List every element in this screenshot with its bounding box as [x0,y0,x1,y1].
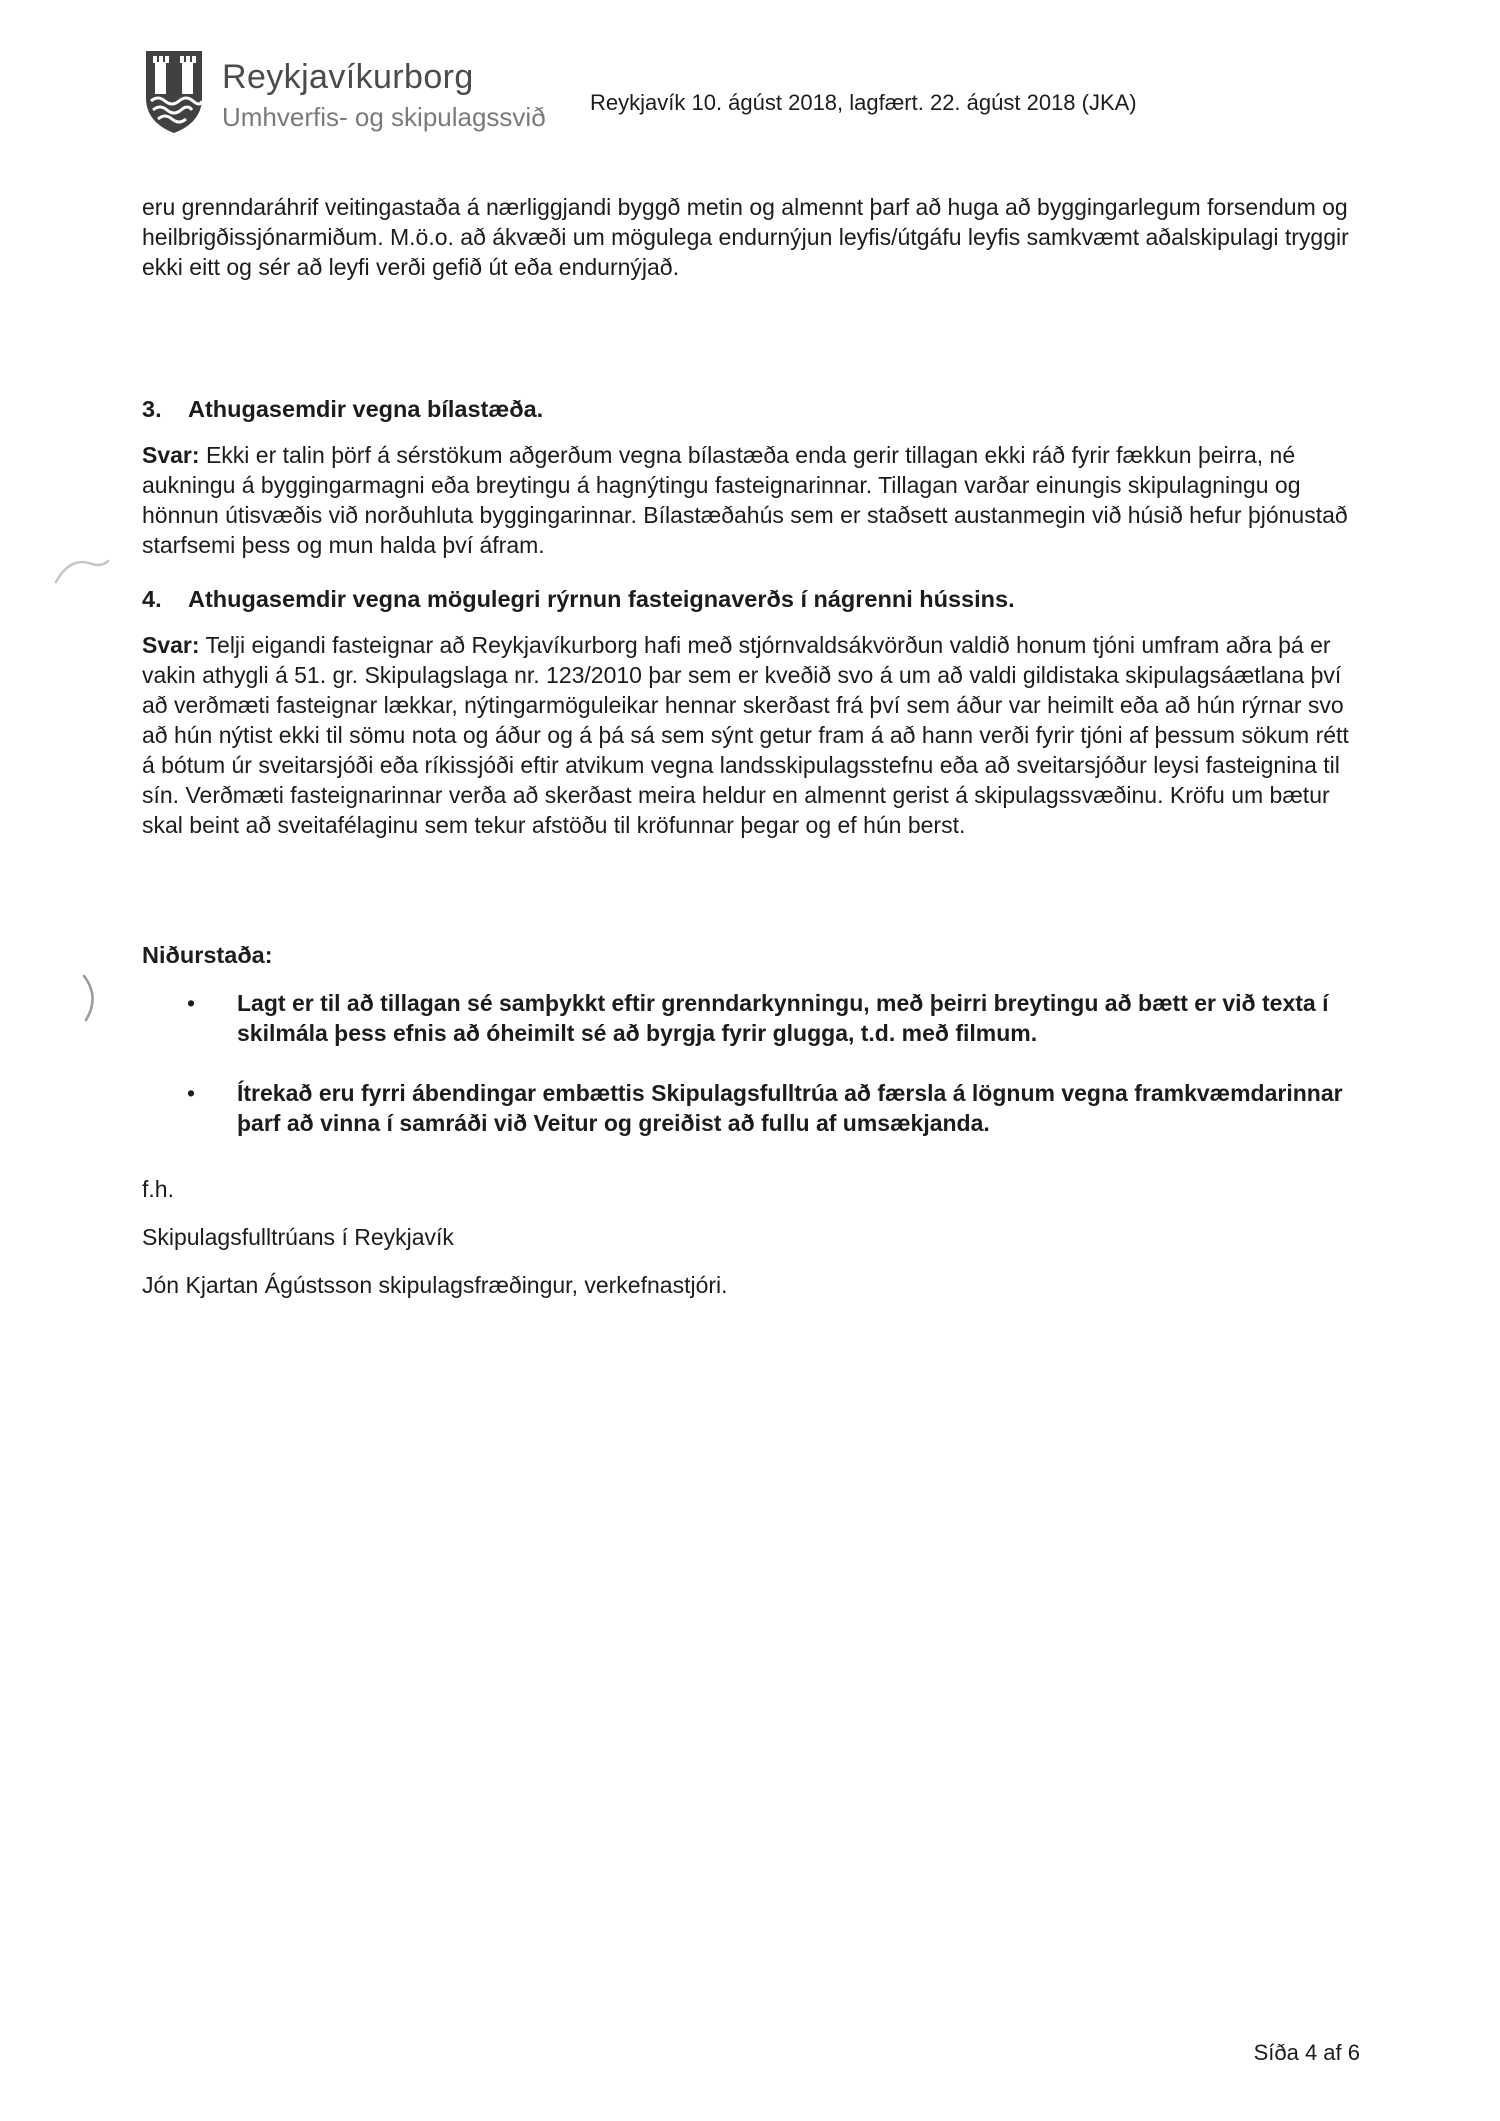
intro-paragraph: eru grenndaráhrif veitingastaða á nærliggjandi byggð metin og almennt þarf að huga að byggingarlegum forsendum og heilbrigðissjónarmiðum. M.ö.o. að ákvæði um mögulega endurnýjun leyfis/útgáfu leyfis samkvæmt aðalskipulagi tryggir ekki eitt og sér að leyfi verði gefið út eða endurnýjað. [142,194,1349,280]
section-3-number: 3. [142,396,162,422]
section-3-answer-text: Ekki er talin þörf á sérstökum aðgerðum vegna bílastæða enda gerir tillagan ekki ráð fyrir fækkun þeirra, né aukningu á byggingarmagni eða breytingu á hagnýtingu fasteignarinnar. Tillagan varðar einungis skipulagningu og hönnun útisvæðis við norðuhluta byggingarinnar. Bílastæðahús sem er staðsett austanmegin við húsið hefur þjónustað starfsemi þess og mun halda því áfram. [142,442,1348,558]
org-name: Reykjavíkurborg [222,58,474,96]
date-line: Reykjavík 10. ágúst 2018, lagfært. 22. ágúst 2018 (JKA) [590,90,1137,115]
scan-pen-mark-icon [78,972,108,1024]
reykjavik-coat-of-arms-logo [142,48,206,136]
conclusion-bullet-list [142,988,1364,1138]
reykjavik-coat-of-arms-icon [142,48,206,136]
section-3-heading [142,394,1364,424]
section-4-title: Athugasemdir vegna mögulegri rýrnun fasteignaverðs í nágrenni hússins. [188,586,1015,612]
page-number: Síða 4 af 6 [1253,2040,1360,2065]
signature-on-behalf: f.h. [142,1176,174,1202]
section-4-answer-text: Telji eigandi fasteignar að Reykjavíkurborg hafi með stjórnvaldsákvörðun valdið honum tjóni umfram aðra þá er vakin athygli á 51. gr. Skipulagslaga nr. 123/2010 þar sem er kveðið svo á um að valdi gildistaka skipulagsáætlana því að verðmæti fasteignar lækkar, nýtingarmöguleikar hennar skerðast frá því sem áður var heimilt eða að hún rýrnar svo að hún nýtist ekki til sömu nota og áður og á þá sá sem sýnt getur fram á að hann verði fyrir tjóni af þessum sökum rétt á bótum úr sveitarsjóði eða ríkissjóði eftir atvikum vegna landsskipulagsstefnu eða að sveitarsjóður leysi fasteignina til sín. Verðmæti fasteignarinnar verða að skerðast meira heldur en almennt gerist á skipulagssvæðinu. Kröfu um bætur skal beint að sveitafélaginu sem tekur afstöðu til kröfunnar þegar og ef hún berst. [142,632,1349,838]
section-4-heading [142,584,1364,614]
document-body [142,192,1364,1318]
signature-name: Jón Kjartan Ágústsson skipulagsfræðingur, verkefnastjóri. [142,1272,728,1298]
bullet-text: Lagt er til að tillagan sé samþykkt eftir grenndarkynningu, með þeirri breytingu að bætt er við texta í skilmála þess efnis að óheimilt sé að byrgja fyrir glugga, t.d. með filmum. [237,990,1329,1046]
org-department: Umhverfis- og skipulagssvið [222,102,546,132]
conclusion-bullet-item [187,988,1364,1048]
signature-office: Skipulagsfulltrúans í Reykjavík [142,1224,454,1250]
bullet-marker: • [187,1080,196,1106]
section-4-answer-paragraph [142,630,1364,840]
conclusion-heading: Niðurstaða: [142,942,273,968]
scan-pen-mark-icon [52,550,114,592]
conclusion-bullet-item [187,1078,1364,1138]
bullet-marker: • [187,990,196,1016]
section-4-answer-label: Svar: [142,632,200,658]
bullet-text: Ítrekað eru fyrri ábendingar embættis Skipulagsfulltrúa að færsla á lögnum vegna framkvæmdarinnar þarf að vinna í samráði við Veitur og greiðist að fullu af umsækjanda. [237,1080,1343,1136]
section-4-number: 4. [142,586,162,612]
section-3-title: Athugasemdir vegna bílastæða. [188,396,544,422]
signature-block [142,1174,1364,1300]
section-3-answer-paragraph [142,440,1364,560]
section-3-answer-label: Svar: [142,442,200,468]
